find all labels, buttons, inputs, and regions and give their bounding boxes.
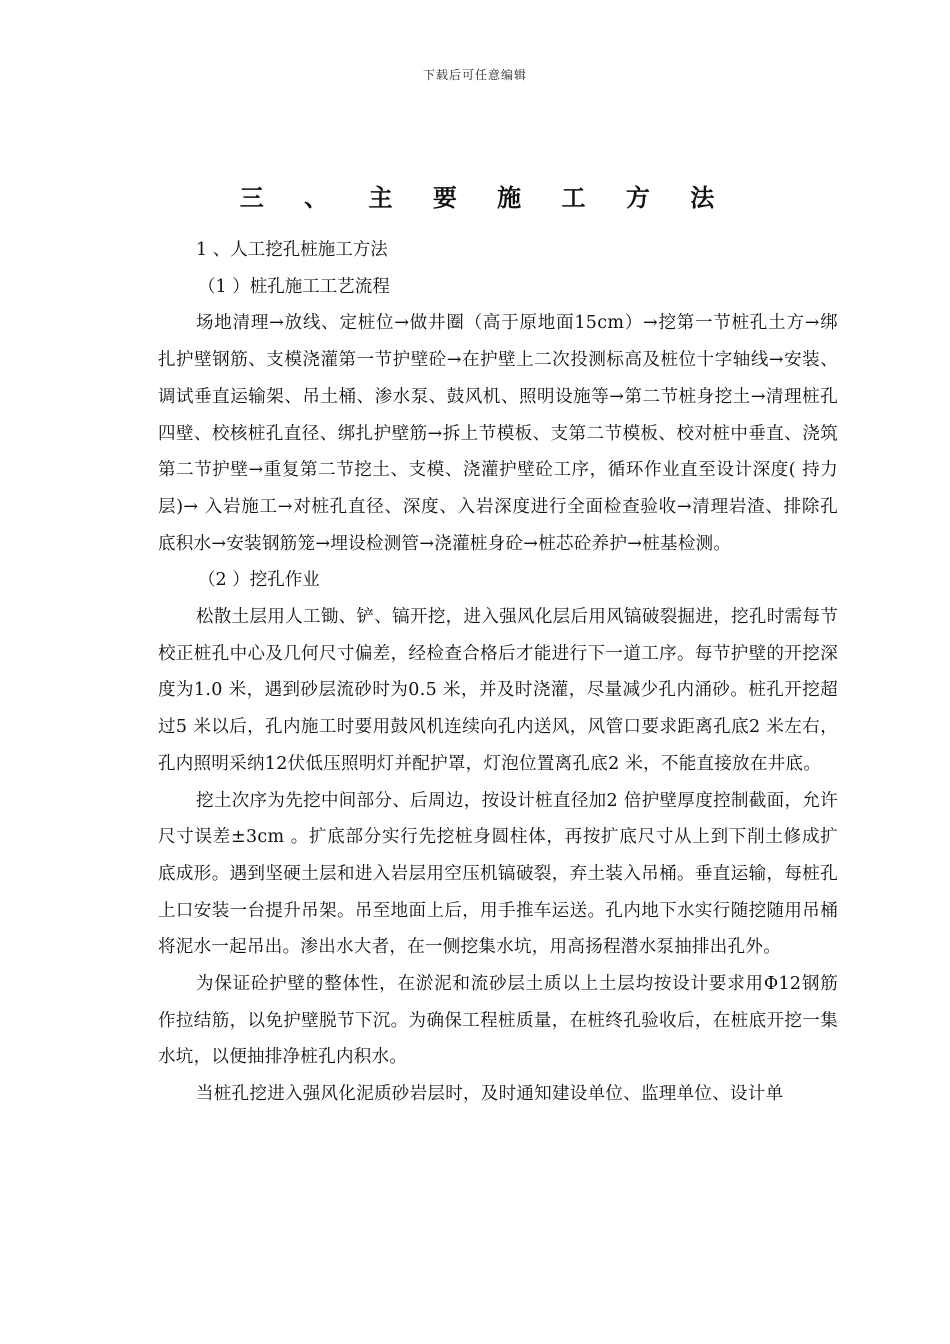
- excavation-paragraph-4: 当桩孔挖进入强风化泥质砂岩层时，及时通知建设单位、监理单位、设计单: [196, 1084, 784, 1105]
- excavation-paragraph-1: 松散土层用人工锄、铲、镐开挖，进入强风化层后用风镐破裂掘进，挖孔时需每节校正桩孔中心及几何尺寸偏差，经检查合格后才能进行下一道工序。每节护壁的开挖深度为1.0 米，遇到砂层流砂时为0.5 米，并及时浇灌，尽量减少孔内涌砂。桩孔开挖超过5 米以后，孔内施工时要用鼓风机连续向孔内送风，风管口要求距离孔底2 米左右，孔内照明采纳12伏低压照明灯并配护罩，灯泡位置离孔底2 米，不能直接放在井底。: [158, 607, 838, 774]
- excavation-paragraph-3: 为保证砼护壁的整体性，在淤泥和流砂层土质以上土层均按设计要求用Φ12钢筋作拉结筋，以免护壁脱节下沉。为确保工程桩质量，在桩终孔验收后，在桩底开挖一集水坑，以便抽排净桩孔内积水。: [158, 974, 838, 1068]
- page-title: 三 、 主 要 施 工 方 法: [239, 183, 731, 212]
- header-note: 下载后可任意编辑: [422, 68, 527, 82]
- process-paragraph: 场地清理→放线、定桩位→做井圈（高于原地面15cm）→挖第一节桩孔土方→绑扎护壁钢筋、支模浇灌第一节护壁砼→在护壁上二次投测标高及桩位十字轴线→安装、调试垂直运输架、吊土桶、渗水泵、鼓风机、照明设施等→第二节桩身挖土→清理桩孔四壁、校核桩孔直径、绑扎护壁筋→拆上节模板、支第二节模板、校对桩中垂直、浇筑第二节护壁→重复第二节挖土、支模、浇灌护壁砼工序，循环作业直至设计深度( 持力层)→ 入岩施工→对桩孔直径、深度、入岩深度进行全面检查验收→清理岩渣、排除孔底积水→安装钢筋笼→埋设检测管→浇灌桩身砼→桩芯砼养护→桩基检测。: [158, 313, 838, 554]
- excavation-paragraph-2: 挖土次序为先挖中间部分、后周边，按设计桩直径加2 倍护壁厚度控制截面，允许尺寸误差±3cm 。扩底部分实行先挖桩身圆柱体，再按扩底尺寸从上到下削土修成扩底成形。遇到坚硬土层和进入岩层用空压机镐破裂，弃土装入吊桶。垂直运输，每桩孔上口安装一台提升吊架。吊至地面上后，用手推车运送。孔内地下水实行随挖随用吊桶将泥水一起吊出。渗出水大者，在一侧挖集水坑，用高扬程潜水泵抽排出孔外。: [158, 790, 838, 958]
- subsection-heading-process: （1 ）桩孔施工工艺流程: [198, 276, 390, 297]
- section-heading: 1 、人工挖孔桩施工方法: [196, 240, 388, 260]
- subsection-heading-excavation: （2 ）挖孔作业: [198, 570, 320, 591]
- document-body: [158, 232, 838, 1113]
